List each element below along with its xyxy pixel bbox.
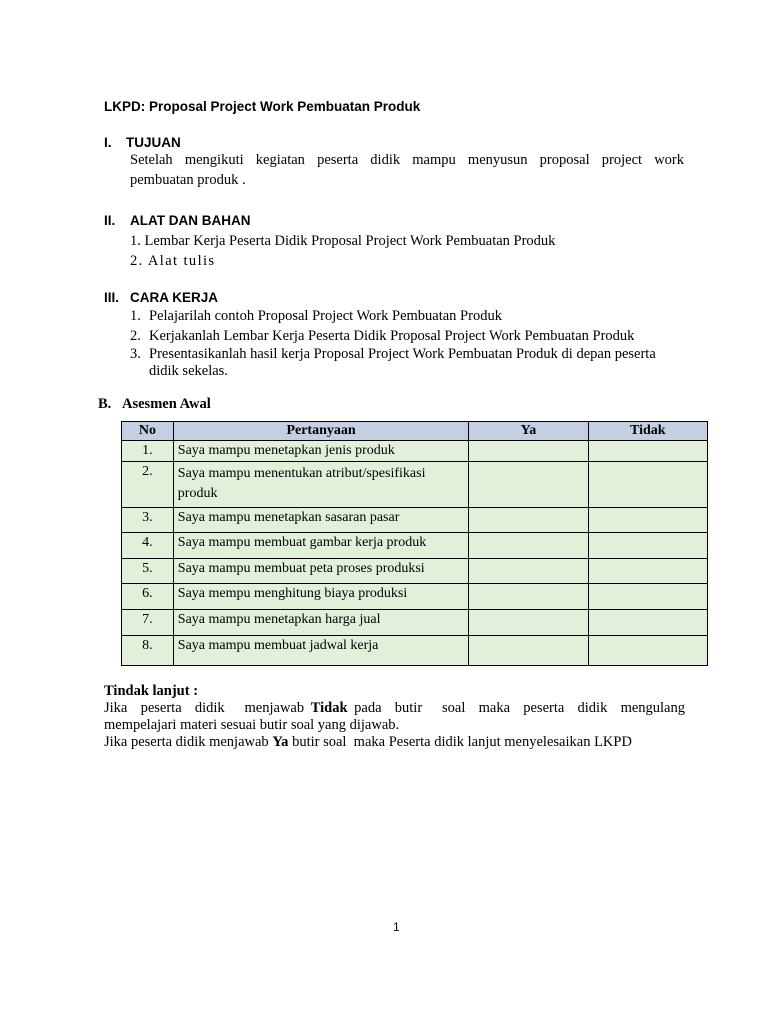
tindak-p2-text-a: Jika peserta didik menjawab (104, 734, 273, 750)
alat-item-1: 1. Lembar Kerja Peserta Didik Proposal Project Work Pembuatan Produk (130, 233, 556, 249)
page-number: 1 (393, 920, 400, 934)
section-1-heading: TUJUAN (126, 135, 181, 150)
header-no: No (122, 422, 174, 441)
section-1-number: I. (104, 135, 112, 150)
tidak-cell[interactable] (588, 559, 707, 584)
table-header-row (122, 422, 708, 441)
cara-item-3-line-2: didik sekelas. (149, 363, 228, 379)
section-b-heading: Asesmen Awal (122, 396, 211, 412)
document-title: LKPD: Proposal Project Work Pembuatan Produk (104, 99, 421, 114)
tindak-p1-bold: Tidak (310, 700, 348, 716)
cara-item-2: Kerjakanlah Lembar Kerja Peserta Didik Proposal Project Work Pembuatan Produk (149, 328, 635, 344)
tidak-cell[interactable] (588, 462, 707, 508)
tidak-cell[interactable] (588, 636, 707, 666)
ya-cell[interactable] (469, 559, 588, 584)
tidak-cell[interactable] (588, 441, 707, 462)
cara-item-2-number: 2. (130, 328, 141, 344)
header-tidak: Tidak (588, 422, 707, 441)
row-number: 7. (122, 610, 174, 636)
section-3-heading: CARA KERJA (130, 290, 219, 305)
section-3-number: III. (104, 290, 120, 305)
ya-cell[interactable] (469, 441, 588, 462)
section-2-number: II. (104, 213, 116, 228)
row-question: Saya mempu menghitung biaya produksi (173, 584, 469, 610)
ya-cell[interactable] (469, 610, 588, 636)
asesmen-table (121, 421, 708, 666)
row-number: 2. (122, 462, 174, 508)
row-number: 3. (122, 508, 174, 533)
row-question: Saya mampu membuat gambar kerja produk (173, 533, 469, 559)
tidak-cell[interactable] (588, 508, 707, 533)
row-number: 1. (122, 441, 174, 462)
table-row (122, 610, 708, 636)
section-b-number: B. (98, 396, 112, 412)
row-question: Saya mampu menentukan atribut/spesifikasi produk (173, 462, 469, 508)
cara-item-3-line-1: Presentasikanlah hasil kerja Proposal Project Work Pembuatan Produk di depan peserta (149, 346, 656, 362)
tidak-cell[interactable] (588, 610, 707, 636)
header-ya: Ya (469, 422, 588, 441)
tindak-paragraph-1-line-2: mempelajari materi sesuai butir soal yang dijawab. (104, 717, 400, 733)
tindak-p1-text-a: Jika peserta didik menjawab (104, 700, 311, 716)
ya-cell[interactable] (469, 636, 588, 666)
row-question: Saya mampu menetapkan jenis produk (173, 441, 469, 462)
table-row (122, 533, 708, 559)
row-number: 4. (122, 533, 174, 559)
row-number: 6. (122, 584, 174, 610)
row-number: 8. (122, 636, 174, 666)
table-row (122, 584, 708, 610)
tindak-p2-bold: Ya (272, 734, 289, 750)
alat-item-2: 2. Alat tulis (130, 253, 216, 269)
tindak-paragraph-2 (104, 734, 632, 751)
ya-cell[interactable] (469, 533, 588, 559)
row-question: Saya mampu menetapkan sasaran pasar (173, 508, 469, 533)
cara-item-3-number: 3. (130, 346, 141, 362)
table-row (122, 559, 708, 584)
section-2-heading: ALAT DAN BAHAN (130, 213, 251, 228)
tujuan-text-line-1: Setelah mengikuti kegiatan peserta didik mampu menyusun proposal project work (130, 152, 684, 168)
tidak-cell[interactable] (588, 584, 707, 610)
ya-cell[interactable] (469, 584, 588, 610)
row-number: 5. (122, 559, 174, 584)
tindak-paragraph-1-line-1 (104, 700, 685, 717)
tindak-p2-text-b: butir soal maka Peserta didik lanjut menyelesaikan LKPD (288, 734, 632, 750)
tindak-lanjut-heading: Tindak lanjut : (104, 683, 199, 699)
table-row (122, 636, 708, 666)
tidak-cell[interactable] (588, 533, 707, 559)
tindak-p1-text-b: pada butir soal maka peserta didik mengulang (347, 700, 685, 716)
row-question: Saya mampu menetapkan harga jual (173, 610, 469, 636)
cara-item-1: Pelajarilah contoh Proposal Project Work Pembuatan Produk (149, 308, 502, 324)
table-row (122, 441, 708, 462)
table-row (122, 462, 708, 508)
ya-cell[interactable] (469, 462, 588, 508)
header-pertanyaan: Pertanyaan (173, 422, 469, 441)
ya-cell[interactable] (469, 508, 588, 533)
row-question: Saya mampu membuat jadwal kerja (173, 636, 469, 666)
cara-item-1-number: 1. (130, 308, 141, 324)
tujuan-text-line-2: pembuatan produk . (130, 172, 246, 188)
table-row (122, 508, 708, 533)
row-question: Saya mampu membuat peta proses produksi (173, 559, 469, 584)
